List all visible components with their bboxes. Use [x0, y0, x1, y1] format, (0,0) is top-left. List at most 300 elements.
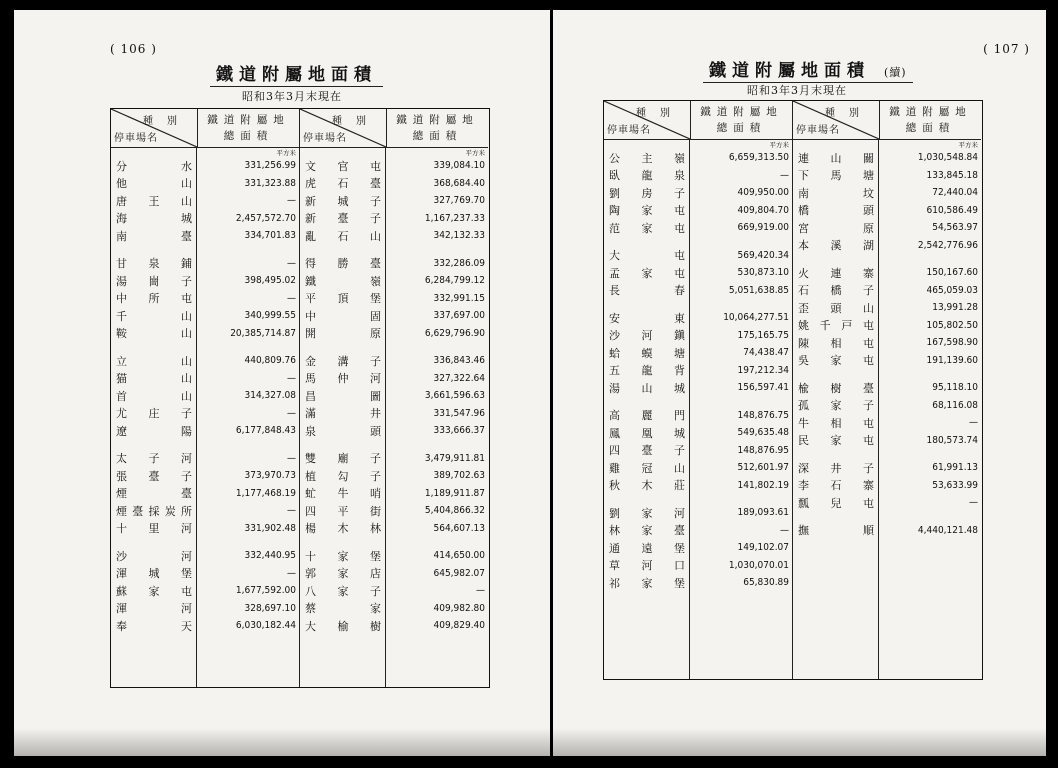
station-name-char: 劉 [609, 506, 620, 520]
station-name-char: 城 [337, 194, 349, 208]
station-name-cell [111, 547, 197, 565]
table-row [604, 424, 792, 442]
area-value: — [287, 195, 296, 207]
station-name-cell [793, 282, 879, 300]
station-name-char: 店 [370, 567, 381, 581]
station-name-cell [793, 202, 879, 220]
station-name-cell [793, 317, 879, 335]
table-row [793, 184, 981, 202]
station-name-cell [111, 600, 197, 618]
station-name-char: 開 [305, 327, 316, 341]
station-name-cell [604, 442, 690, 460]
table-body [604, 140, 792, 679]
station-name-char: 子 [181, 469, 192, 483]
page-subtitle: 昭和3年3月末現在 [242, 90, 342, 103]
station-name-cell [111, 617, 197, 635]
station-name-char: 原 [863, 221, 874, 235]
station-name-char: 蔡 [305, 602, 316, 616]
area-value: 6,659,313.50 [728, 152, 789, 164]
station-name-char: 里 [148, 522, 160, 536]
station-name-cell [300, 582, 386, 600]
table-row [300, 467, 488, 485]
station-name-char: 草 [609, 559, 620, 573]
station-name-char: 麗 [641, 409, 653, 423]
area-value: 156,597.41 [737, 382, 789, 394]
station-name-char: 陶 [609, 204, 620, 218]
header-area-cell [198, 109, 299, 147]
station-name-cell [300, 422, 386, 440]
station-name-char: 子 [370, 212, 381, 226]
table-column [300, 109, 488, 687]
area-value: 333,666.37 [433, 425, 485, 437]
station-name-char: 屯 [674, 249, 685, 263]
station-name-char: 鐵 [305, 274, 316, 288]
station-name-char: 圖 [370, 389, 381, 403]
station-name-cell [300, 325, 386, 343]
area-value: 339,084.10 [433, 160, 485, 172]
station-name-char: 溝 [337, 354, 349, 368]
area-value: 175,165.75 [737, 329, 789, 341]
table-row [604, 327, 792, 345]
area-value: — [287, 257, 296, 269]
row-filler [111, 635, 299, 688]
station-name-char: 榆 [337, 619, 349, 633]
station-name-char: 屯 [674, 266, 685, 280]
area-value: 197,212.34 [737, 364, 789, 376]
station-name-char: 甘 [116, 257, 127, 271]
area-value: 2,542,776.96 [917, 239, 978, 251]
table-header [604, 101, 792, 140]
station-name-char: 秋 [609, 479, 620, 493]
area-value: 409,950.00 [737, 187, 789, 199]
station-name-cell [300, 370, 386, 388]
station-name-cell [111, 290, 197, 308]
area-value: 2,457,572.70 [235, 212, 296, 224]
station-name-char: 臺 [370, 257, 381, 271]
station-name-char: 文 [305, 159, 316, 173]
header-area-label: 總面積 [905, 122, 956, 134]
station-name-cell [604, 379, 690, 397]
header-area-label: 總面積 [412, 130, 463, 142]
station-name-cell [300, 485, 386, 503]
station-name-char: 本 [798, 239, 809, 253]
station-name-cell [111, 192, 197, 210]
station-name-cell [111, 485, 197, 503]
row-spacer [300, 537, 488, 547]
header-station-cell [111, 109, 198, 147]
unit-label: 平方米 [465, 149, 485, 157]
station-name-char: 山 [181, 389, 192, 403]
area-value: — [287, 372, 296, 384]
table-row [300, 290, 488, 308]
station-name-cell [300, 307, 386, 325]
station-name-cell [793, 494, 879, 512]
area-value: 414,650.00 [433, 550, 485, 562]
station-name-char: 歪 [798, 301, 809, 315]
station-name-char: 大 [305, 619, 316, 633]
table-row [793, 264, 981, 282]
station-name-char: 泉 [148, 257, 160, 271]
station-name-char: 屯 [370, 159, 381, 173]
station-name-char: 崗 [148, 274, 160, 288]
table-row [111, 255, 299, 273]
station-name-char: 牛 [798, 416, 809, 430]
station-name-cell [604, 574, 690, 592]
area-value: 337,697.00 [433, 310, 485, 322]
station-name-cell [111, 157, 197, 175]
station-name-cell [604, 477, 690, 495]
row-filler [793, 539, 981, 679]
area-value: 564,607.13 [433, 522, 485, 534]
station-name-cell [111, 537, 197, 547]
station-name-char: 河 [181, 452, 192, 466]
area-value: 148,876.95 [737, 444, 789, 456]
station-name-char: 安 [609, 311, 620, 325]
station-name-cell [793, 184, 879, 202]
area-value: — [969, 497, 978, 509]
station-name-char: 固 [370, 309, 381, 323]
station-name-cell [111, 635, 197, 688]
station-name-char: 勝 [337, 257, 349, 271]
area-value: — [287, 407, 296, 419]
area-value: 389,702.63 [433, 470, 485, 482]
table-row [604, 477, 792, 495]
area-value: 72,440.04 [932, 187, 978, 199]
station-name-char: 孤 [798, 399, 809, 413]
table-row [300, 485, 488, 503]
table-body [111, 148, 299, 687]
station-name-cell [111, 422, 197, 440]
station-name-char: 房 [641, 186, 653, 200]
area-value: 610,586.49 [926, 204, 978, 216]
station-name-char: 沙 [609, 329, 620, 343]
station-name-char: 滿 [305, 407, 316, 421]
table-row [111, 370, 299, 388]
station-name-char: 太 [116, 452, 127, 466]
station-name-cell [604, 309, 690, 327]
station-name-cell [300, 272, 386, 290]
station-name-char: 家 [370, 602, 381, 616]
station-name-char: 湖 [863, 239, 874, 253]
area-value: 5,404,866.32 [424, 505, 485, 517]
station-name-char: 仲 [337, 372, 349, 386]
area-value: 61,991.13 [932, 462, 978, 474]
station-name-char: 山 [181, 309, 192, 323]
station-name-cell [604, 424, 690, 442]
station-name-char: 馬 [305, 372, 316, 386]
table-row [300, 210, 488, 228]
table-row [793, 494, 981, 512]
station-name-char: 八 [305, 584, 316, 598]
station-name-char: 背 [674, 364, 685, 378]
table-row [604, 459, 792, 477]
station-name-cell [111, 272, 197, 290]
table-row [111, 272, 299, 290]
station-name-char: 屯 [863, 354, 874, 368]
area-value: — [287, 567, 296, 579]
station-name-char: 植 [305, 469, 316, 483]
station-name-cell [604, 494, 690, 504]
station-name-char: 四 [305, 504, 316, 518]
table-header [793, 101, 981, 140]
station-name-char: 分 [116, 159, 127, 173]
station-name-cell [793, 299, 879, 317]
station-name-char: 深 [798, 461, 809, 475]
table-row [793, 202, 981, 220]
area-value: 340,999.55 [244, 310, 296, 322]
station-name-cell [300, 520, 386, 538]
station-name-char: 家 [337, 584, 349, 598]
area-value: 409,829.40 [433, 620, 485, 632]
table-row [300, 352, 488, 370]
station-name-char: 寨 [863, 479, 874, 493]
table-row [604, 167, 792, 185]
area-value: 5,051,638.85 [728, 284, 789, 296]
area-value: 331,547.96 [433, 407, 485, 419]
station-name-char: 子 [370, 584, 381, 598]
station-name-char: 臺 [181, 229, 192, 243]
table-row [300, 325, 488, 343]
table-row [300, 600, 488, 618]
area-value: 327,769.70 [433, 195, 485, 207]
table-row [604, 282, 792, 300]
station-name-char: 長 [609, 284, 620, 298]
table-row [604, 442, 792, 460]
area-value: 328,697.10 [244, 602, 296, 614]
station-name-char: 南 [798, 186, 809, 200]
station-name-char: 石 [798, 284, 809, 298]
table-row [604, 557, 792, 575]
row-spacer [111, 342, 299, 352]
station-name-char: 雙 [305, 452, 316, 466]
row-spacer [604, 397, 792, 407]
area-value: 331,323.88 [244, 177, 296, 189]
area-value: 53,633.99 [932, 479, 978, 491]
station-name-char: 口 [674, 559, 685, 573]
table-row [604, 362, 792, 380]
station-name-char: 家 [641, 204, 653, 218]
station-name-char: 下 [798, 169, 809, 183]
station-name-char: 街 [370, 504, 381, 518]
station-name-cell [793, 140, 879, 149]
table-row [300, 520, 488, 538]
station-name-char: 家 [337, 567, 349, 581]
station-name-char: 虻 [305, 487, 316, 501]
station-name-char: 猫 [116, 372, 127, 386]
station-name-char: 家 [641, 221, 653, 235]
station-name-char: 連 [798, 151, 809, 165]
table-row [604, 407, 792, 425]
station-name-char: 廟 [337, 452, 349, 466]
station-name-char: 主 [641, 151, 653, 165]
station-name-char: 臥 [609, 169, 620, 183]
area-value: 10,064,277.51 [723, 312, 789, 324]
station-name-char: 海 [116, 212, 127, 226]
station-name-char: 子 [181, 407, 192, 421]
station-name-cell [793, 352, 879, 370]
station-name-char: 水 [181, 159, 192, 173]
area-value: 167,598.90 [926, 337, 978, 349]
table-row [111, 227, 299, 245]
header-kind-label: 種別 [143, 116, 191, 127]
station-name-cell [793, 379, 879, 397]
station-name-char: 遼 [116, 424, 127, 438]
station-name-cell [111, 440, 197, 450]
station-name-char: 塘 [674, 346, 685, 360]
area-value: 327,322.64 [433, 372, 485, 384]
table-row [793, 317, 981, 335]
station-name-cell [111, 148, 197, 157]
station-name-cell [604, 539, 690, 557]
station-name-char: 凰 [641, 426, 653, 440]
station-name-char: 石 [830, 479, 842, 493]
station-name-cell [604, 237, 690, 247]
station-name-cell [111, 255, 197, 273]
area-value: 148,876.75 [737, 409, 789, 421]
station-name-cell [300, 450, 386, 468]
station-name-cell [793, 477, 879, 495]
station-name-cell [300, 210, 386, 228]
station-name-char: 堡 [181, 567, 192, 581]
table-column [793, 101, 981, 679]
scan-shadow [553, 728, 1046, 756]
station-name-cell [300, 175, 386, 193]
station-name-char: 立 [116, 354, 127, 368]
table-row [300, 582, 488, 600]
station-name-char: 臺 [337, 212, 349, 226]
station-name-char: 嶺 [674, 151, 685, 165]
table-row [300, 272, 488, 290]
station-name-char: 新 [305, 212, 316, 226]
station-name-char: 臺 [181, 487, 192, 501]
header-station-cell [604, 101, 691, 139]
table-row [604, 202, 792, 220]
row-spacer [300, 245, 488, 255]
area-value: — [969, 417, 978, 429]
station-name-char: 馬 [830, 169, 842, 183]
header-area-label: 總面積 [223, 130, 274, 142]
station-name-char: 火 [798, 266, 809, 280]
station-name-cell [111, 307, 197, 325]
area-value: 149,102.07 [737, 542, 789, 554]
station-name-cell [793, 264, 879, 282]
area-value: — [780, 169, 789, 181]
station-name-char: 山 [181, 177, 192, 191]
station-name-char: 尤 [116, 407, 127, 421]
area-table [603, 100, 983, 680]
station-name-cell [604, 184, 690, 202]
table-row [604, 539, 792, 557]
station-name-char: 煙 [116, 504, 127, 518]
table-column [111, 109, 300, 687]
station-name-char: 家 [148, 584, 160, 598]
station-name-char: 蛤 [609, 346, 620, 360]
station-name-char: 所 [148, 292, 160, 306]
station-name-char: 沙 [116, 549, 127, 563]
station-name-char: 屯 [863, 496, 874, 510]
station-name-char: 五 [609, 364, 620, 378]
area-value: 669,919.00 [737, 222, 789, 234]
row-spacer [604, 237, 792, 247]
area-value: 1,677,592.00 [235, 585, 296, 597]
area-value: 6,284,799.12 [424, 275, 485, 287]
header-station-label: 停車場名 [796, 125, 840, 136]
header-area-label: 鐵道附屬地 [207, 114, 290, 126]
station-name-char: 堡 [370, 549, 381, 563]
row-spacer [300, 440, 488, 450]
station-name-cell [111, 582, 197, 600]
station-name-char: 屯 [674, 204, 685, 218]
station-name-char: 子 [370, 354, 381, 368]
table-row [300, 255, 488, 273]
station-name-char: 宮 [798, 221, 809, 235]
station-name-char: 范 [609, 221, 620, 235]
table-row [793, 219, 981, 237]
station-name-cell [300, 600, 386, 618]
station-name-cell [300, 227, 386, 245]
station-name-char: 亂 [305, 229, 316, 243]
station-name-char: 家 [641, 506, 653, 520]
station-name-char: 泉 [305, 424, 316, 438]
station-name-cell [793, 449, 879, 459]
station-name-char: 戸 [841, 319, 853, 333]
station-name-char: 千 [819, 319, 831, 333]
station-name-cell [300, 352, 386, 370]
station-name-char: 所 [181, 504, 192, 518]
area-value: 1,030,548.84 [917, 152, 978, 164]
header-station-cell [793, 101, 880, 139]
station-name-char: 頭 [370, 424, 381, 438]
table-row [300, 387, 488, 405]
station-name-char: 河 [181, 602, 192, 616]
station-name-cell [604, 362, 690, 380]
station-name-cell [300, 405, 386, 423]
station-name-char: 樹 [370, 619, 381, 633]
station-name-char: 天 [181, 619, 192, 633]
station-name-char: 河 [641, 329, 653, 343]
station-name-cell [793, 237, 879, 255]
station-name-char: 木 [337, 522, 349, 536]
station-name-char: 橋 [798, 204, 809, 218]
page-title [703, 56, 913, 83]
table-row [604, 219, 792, 237]
table-row [111, 485, 299, 503]
station-name-cell [604, 557, 690, 575]
table-row [300, 405, 488, 423]
station-name-char: 四 [609, 444, 620, 458]
page-number: ( 107 ) [983, 42, 1030, 56]
station-name-cell [111, 387, 197, 405]
table-row [604, 309, 792, 327]
station-name-char: 橋 [830, 284, 842, 298]
table-row [793, 414, 981, 432]
station-name-char: 山 [830, 151, 842, 165]
area-value: 150,167.60 [926, 267, 978, 279]
station-name-char: 勾 [337, 469, 349, 483]
header-area-label: 總面積 [716, 122, 767, 134]
station-name-char: 石 [337, 177, 349, 191]
station-name-cell [793, 522, 879, 540]
area-value: 1,189,911.87 [424, 487, 485, 499]
station-name-cell [604, 397, 690, 407]
station-name-char: 姚 [798, 319, 809, 333]
area-value: 332,440.95 [244, 550, 296, 562]
area-value: 105,802.50 [926, 319, 978, 331]
station-name-char: 兒 [830, 496, 842, 510]
station-name-char: 龍 [641, 169, 653, 183]
unit-label: 平方米 [958, 141, 978, 149]
station-name-char: 鞍 [116, 327, 127, 341]
